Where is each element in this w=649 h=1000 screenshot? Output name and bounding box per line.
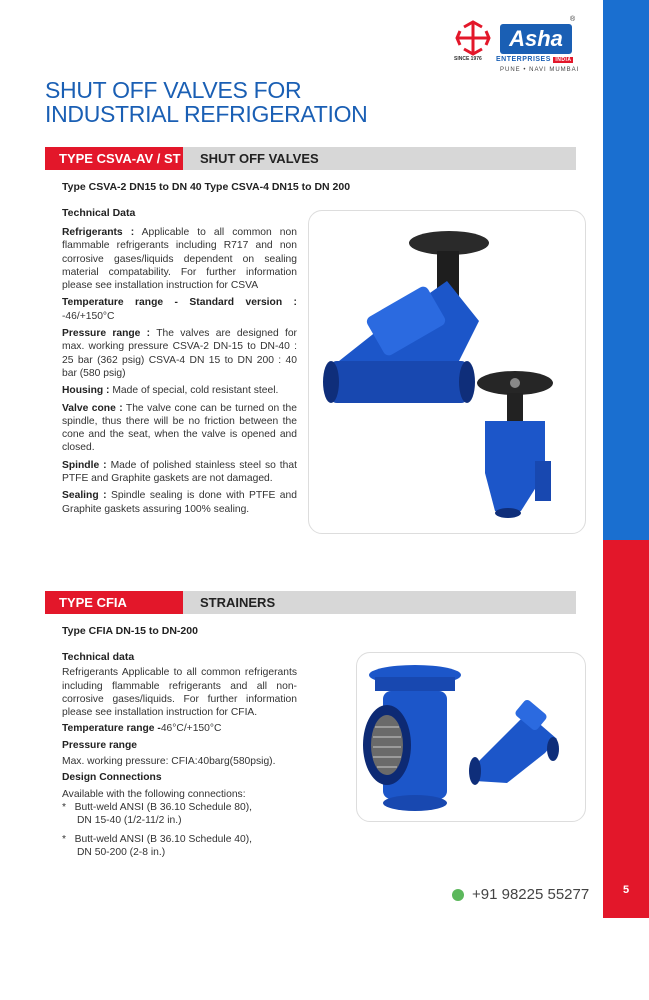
contact-phone: [452, 886, 589, 903]
spec-term: Sealing :: [62, 490, 107, 502]
section2-tech-data: [62, 651, 297, 804]
spec-pressure: [62, 327, 297, 380]
temp-range: [62, 722, 297, 735]
connections-list: [62, 801, 252, 859]
spec-text: The valve cone can be turned on the spindle, thus there will be no friction between the cone and the seat, when the valve is opened and closed.: [62, 402, 297, 454]
connection-text: DN 15-40 (1/2-11/2 in.): [77, 815, 182, 827]
section1-subtitle: Type CSVA-2 DN15 to DN 40 Type CSVA-4 DN15 to DN 200: [62, 181, 351, 193]
spec-term: Refrigerants :: [62, 227, 135, 238]
brand-enterprises: [496, 56, 578, 65]
design-intro: Available with the following connections:: [62, 788, 246, 800]
spec-text: The valves are designed for max. working pressure CSVA-2 DN-15 to DN-40 : 25 bar (362 psig) CSVA-4 DN 15 to DN 200 : 40 bar (580 psig): [62, 328, 297, 379]
asha-cross-logo-icon: [454, 20, 492, 56]
design-heading: Design Connections: [62, 772, 162, 784]
spec-term: Housing :: [62, 385, 110, 397]
section2-tag: TYPE CFIA: [45, 591, 183, 614]
section1-heading: Technical Data: [62, 207, 136, 219]
phone-number: +91 98225 55277: [472, 886, 590, 903]
spec-refrigerants: [62, 226, 297, 292]
page-number: 5: [622, 884, 630, 896]
spec-text: Spindle sealing is done with PTFE and Graphite gaskets assuring 100% sealing.: [62, 490, 297, 515]
section1-label: SHUT OFF VALVES: [200, 151, 319, 166]
spec-term: Valve cone :: [62, 402, 123, 414]
page-title: [45, 78, 368, 126]
spec-sealing: [62, 489, 297, 516]
spec-text: Applicable to all common non flammable refrigerants including R717 and non corrosive gases/liquids dependent on sealing material compatability. For further information please see installation instruction for CSVA: [62, 227, 297, 292]
page-title-line2: INDUSTRIAL REFRIGERATION: [45, 101, 368, 127]
spec-text: Made of special, cold resistant steel.: [112, 385, 279, 397]
section2-header-bar: [45, 591, 576, 614]
list-item-line1: * Butt-weld ANSI (B 36.10 Schedule 40),: [62, 833, 253, 845]
shutoff-valve-image: [309, 211, 585, 533]
section2-heading: Technical data: [62, 651, 135, 663]
brand-logo: Asha: [500, 24, 572, 54]
registered-mark: ®: [570, 16, 576, 23]
pressure-heading: Pressure range: [62, 739, 137, 751]
section1-tech-data: [62, 226, 297, 516]
brand-city: PUNE • NAVI MUMBAI: [500, 67, 580, 73]
valve-image-frame: [308, 210, 586, 534]
spec-temperature: [62, 296, 297, 323]
connection-text: Butt-weld ANSI (B 36.10 Schedule 40),: [74, 833, 253, 845]
spec-term: Spindle :: [62, 459, 107, 471]
section2-label: STRAINERS: [200, 595, 276, 610]
section1-header-bar: [45, 147, 576, 170]
refrigerants-text: Refrigerants Applicable to all common refrigerants including flammable refrigerants and all non-corrosive gases/liquids. For further information please see installation instruction for CFIA.: [62, 667, 297, 719]
spec-text: -46/+150°C: [62, 310, 115, 322]
phone-icon: [452, 889, 464, 901]
strainer-image: [357, 653, 585, 821]
section1-tag: TYPE CSVA-AV / ST: [45, 147, 183, 170]
spec-term: Pressure range :: [62, 328, 151, 340]
pressure-text: Max. working pressure: CFIA:40barg(580psig).: [62, 756, 276, 768]
strainer-image-frame: [356, 652, 586, 822]
page-title-line1: SHUT OFF VALVES FOR: [45, 77, 302, 103]
section2-subtitle: Type CFIA DN-15 to DN-200: [62, 625, 198, 637]
spec-valve-cone: [62, 402, 297, 455]
spec-spindle: [62, 459, 297, 486]
india-badge: INDIA: [555, 57, 572, 63]
spec-housing: [62, 384, 297, 397]
list-item-line1: * Butt-weld ANSI (B 36.10 Schedule 80),: [62, 802, 253, 813]
since-label: SINCE 1976: [454, 56, 482, 62]
list-item: [62, 833, 252, 860]
spec-text: Made of polished stainless steel so that PTFE and Graphite gaskets are not damaged.: [62, 459, 297, 485]
sidebar-red: [603, 540, 649, 918]
temp-term: Temperature range -: [62, 723, 161, 735]
enterprises-text: ENTERPRISES: [496, 56, 551, 63]
connection-text: Butt-weld ANSI (B 36.10 Schedule 80),: [74, 802, 253, 813]
spec-term: Temperature range - Standard version :: [62, 297, 297, 309]
temp-value: 46°C/+150°C: [160, 723, 222, 735]
sidebar-blue: [603, 0, 649, 540]
connection-text: DN 50-200 (2-8 in.): [77, 846, 166, 858]
list-item: [62, 801, 252, 828]
